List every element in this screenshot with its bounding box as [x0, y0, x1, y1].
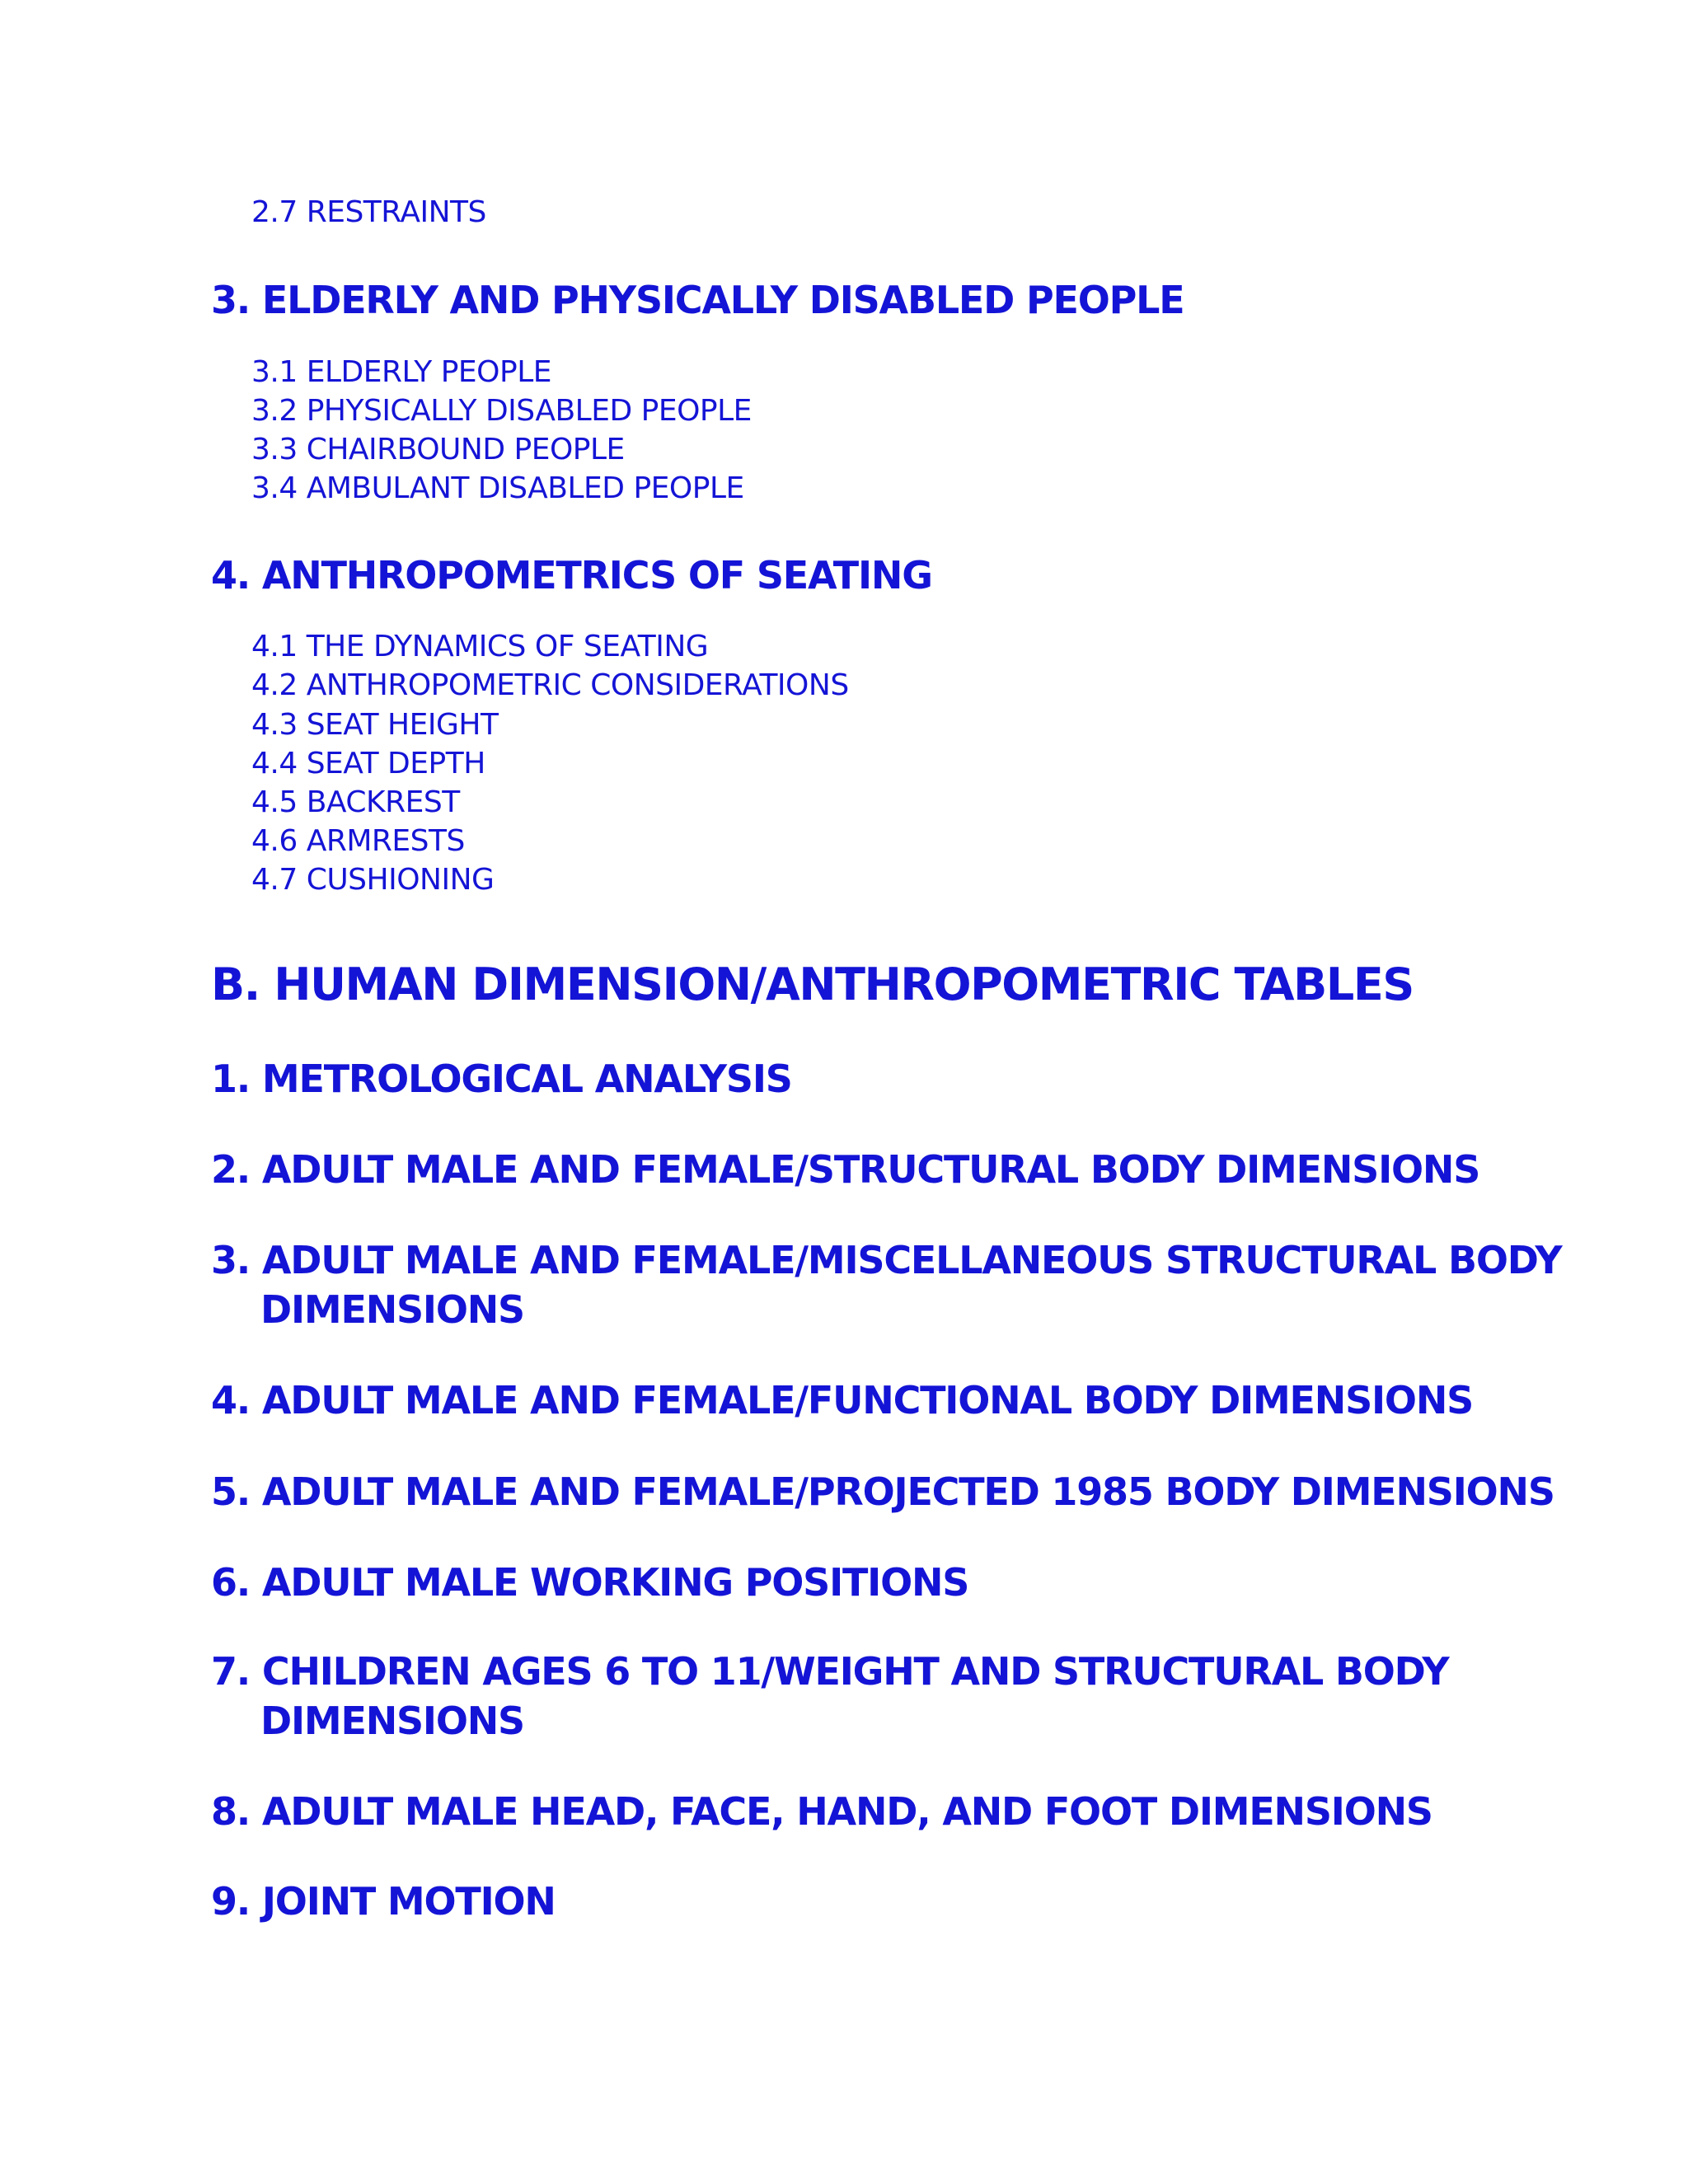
- toc-table-3-line2: DIMENSIONS: [260, 1287, 524, 1332]
- toc-item-3-2: 3.2 PHYSICALLY DISABLED PEOPLE: [251, 394, 752, 428]
- toc-item-4-7: 4.7 CUSHIONING: [251, 863, 495, 897]
- toc-table-4: [211, 1376, 1473, 1425]
- toc-table-3-line1: 3. ADULT MALE AND FEMALE/MISCELLANEOUS STRUCTURAL BODY: [211, 1238, 1562, 1282]
- toc-section-4-title: 4. ANTHROPOMETRICS OF SEATING: [211, 553, 932, 598]
- toc-table-9-line1: 9. JOINT MOTION: [211, 1879, 556, 1924]
- toc-item-4-5: 4.5 BACKREST: [251, 785, 460, 819]
- toc-table-3: [211, 1235, 1561, 1334]
- toc-table-9: [211, 1877, 556, 1926]
- toc-table-8: [211, 1787, 1432, 1836]
- toc-table-5-line1: 5. ADULT MALE AND FEMALE/PROJECTED 1985 BODY DIMENSIONS: [211, 1469, 1554, 1514]
- toc-item-3-3: 3.3 CHAIRBOUND PEOPLE: [251, 433, 625, 466]
- toc-item-2-7: 2.7 RESTRAINTS: [251, 195, 486, 229]
- toc-table-4-line1: 4. ADULT MALE AND FEMALE/FUNCTIONAL BODY DIMENSIONS: [211, 1378, 1474, 1422]
- toc-item-3-1: 3.1 ELDERLY PEOPLE: [251, 355, 551, 389]
- toc-table-6-line1: 6. ADULT MALE WORKING POSITIONS: [211, 1560, 969, 1605]
- toc-table-5: [211, 1467, 1554, 1516]
- toc-table-7: [211, 1647, 1448, 1746]
- toc-item-4-3: 4.3 SEAT HEIGHT: [251, 708, 499, 742]
- toc-table-2: [211, 1145, 1479, 1194]
- toc-table-1-line1: 1. METROLOGICAL ANALYSIS: [211, 1057, 792, 1101]
- toc-table-2-line1: 2. ADULT MALE AND FEMALE/STRUCTURAL BODY DIMENSIONS: [211, 1147, 1480, 1192]
- toc-item-3-4: 3.4 AMBULANT DISABLED PEOPLE: [251, 471, 744, 505]
- toc-item-4-6: 4.6 ARMRESTS: [251, 824, 465, 858]
- toc-item-4-4: 4.4 SEAT DEPTH: [251, 747, 485, 780]
- toc-item-4-2: 4.2 ANTHROPOMETRIC CONSIDERATIONS: [251, 668, 849, 702]
- toc-table-7-line1: 7. CHILDREN AGES 6 TO 11/WEIGHT AND STRUCTURAL BODY: [211, 1649, 1449, 1694]
- toc-table-8-line1: 8. ADULT MALE HEAD, FACE, HAND, AND FOOT DIMENSIONS: [211, 1789, 1432, 1834]
- toc-section-3-title: 3. ELDERLY AND PHYSICALLY DISABLED PEOPLE: [211, 278, 1184, 322]
- toc-table-1: [211, 1054, 792, 1104]
- toc-part-b-title: B. HUMAN DIMENSION/ANTHROPOMETRIC TABLES: [211, 958, 1414, 1010]
- toc-item-4-1: 4.1 THE DYNAMICS OF SEATING: [251, 630, 709, 663]
- toc-table-6: [211, 1558, 968, 1607]
- toc-table-7-line2: DIMENSIONS: [260, 1699, 524, 1743]
